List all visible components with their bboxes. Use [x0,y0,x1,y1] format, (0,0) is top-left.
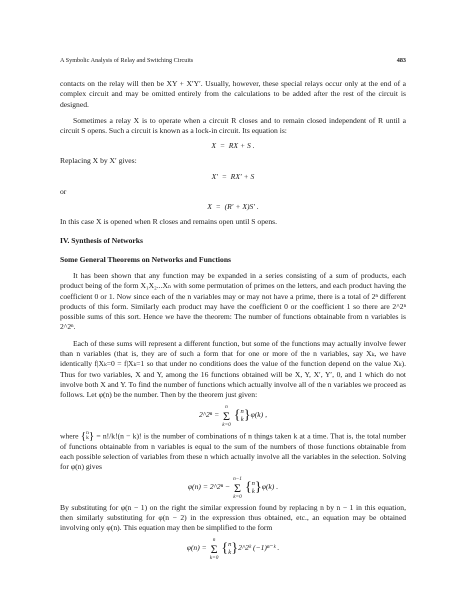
binom-top: n [86,429,89,436]
equation-total-functions [60,404,406,428]
eq-rhs: φ(k) . [261,482,279,492]
sigma-symbol: Σ [210,541,218,556]
section-heading: IV. Synthesis of Networks [60,236,143,246]
combinations-text: = n!/k!(n − k)! is the number of combinations of n things taken k at a time. That is, the total number of functions obtainable from n variables is equal to the sum of the numbers of those functions obtainable from each possible selection of variables from these n which actually involve all the variables in the selection. Solving for φ(n) gives [60,430,406,472]
binomial-inline: { n k } [80,429,95,443]
subsection-heading: Some General Theorems on Networks and Functions [60,254,232,264]
equation-opened: X = (R′ + X)S′ . [207,201,259,211]
eq-lhs: φ(n) = 2^2ⁿ − [187,482,231,492]
sum-lower: k=0 [209,554,219,561]
paragraph: It has been shown that any function may be expanded in a series consisting of a sum of products, each product being of the form X₁X₂...Xₙ with some permutation of primes on the letters, and each product having the coefficient 0 or 1. Now since each of the n variables may or may not have a prime, there is a total of 2ⁿ different products of this form. Similarly each product may have the coefficient 0 or the coefficient 1 so there are 2^2ⁿ possible sums of this sort. Hence we have the theorem: The number of functions obtainable from n variables is 2^2ⁿ. [60,270,406,332]
sum-lower: k=0 [222,421,231,428]
summation [210,537,219,561]
binom-bottom: k [251,487,255,495]
equation-replaced: X′ = RX′ + S [211,171,255,181]
page-number: 483 [396,57,406,64]
running-head [60,57,406,65]
binom-top: n [228,541,232,549]
equation-lockin: X = RX + S . [211,141,255,151]
binom-bottom: k [228,548,232,556]
binomial: { n k } [221,540,239,556]
binom-top: n [251,480,255,488]
sigma-symbol: Σ [234,480,241,495]
running-title: A Symbolic Analysis of Relay and Switching Circuits [60,57,194,64]
summation [222,404,231,428]
equation-phi-n [60,476,406,500]
paragraph [60,431,406,473]
sum-upper: n−1 [233,475,242,482]
equation-phi-closed-form [60,537,406,561]
eq-lhs: φ(n) = [186,543,207,553]
paragraph: or [60,186,67,196]
eq-rhs: 2^2ᵏ (−1)ⁿ⁻ᵏ . [238,543,280,553]
paragraph: In this case X is opened when R closes and remains open until S opens. [60,217,278,227]
eq-lhs: 2^2ⁿ = [199,410,220,420]
binom-top: n [240,408,244,416]
sum-upper: n [225,403,228,410]
paragraph: Replacing X by X′ gives: [60,156,137,166]
paragraph: By substituting for φ(n − 1) on the right the similar expression found by replacing n by n − 1 in this equation, then similarly substituting for φ(n − 2) in the expression thus obtained, etc., an equation may be obtained involving only φ(n). This equation may then be simplified to the form [60,502,406,533]
paragraph: Sometimes a relay X is to operate when a circuit R closes and to remain closed independent of R until a circuit S opens. Such a circuit is known as a lock-in circuit. Its equation is: [60,115,406,136]
sigma-symbol: Σ [223,408,230,423]
summation [233,476,242,500]
binom-bottom: k [86,435,89,442]
binom-bottom: k [240,415,244,423]
where-word: where [60,430,79,440]
eq-rhs: φ(k) , [250,410,267,420]
sum-upper: n [212,536,216,543]
binomial: { n k } [233,407,251,423]
sum-lower: k=0 [233,493,242,500]
binomial: { n k } [244,479,262,495]
paragraph: Each of these sums will represent a different function, but some of the functions may actually involve fewer than n variables (that is, they are of such a form that for one or more of the n variables, say Xₖ, we have identically f|Xₖ=0 = f|Xₖ=1 so that under no conditions does the value of the function depend on the value Xₖ). Thus for two variables, X and Y, among the 16 functions obtained will be X, Y, X′, Y′, 0, and 1 which do not involve both X and Y. To find the number of functions which actually involve all of the n variables we proceed as follows. Let φ(n) be the number. Then by the theorem just given: [60,338,406,400]
paragraph: contacts on the relay will then be XY + X′Y′. Usually, however, these special relays occur only at the end of a complex circuit and may be omitted entirely from the calculations to be added after the rest of the circuit is designed. [60,79,406,109]
page-body [60,79,406,564]
